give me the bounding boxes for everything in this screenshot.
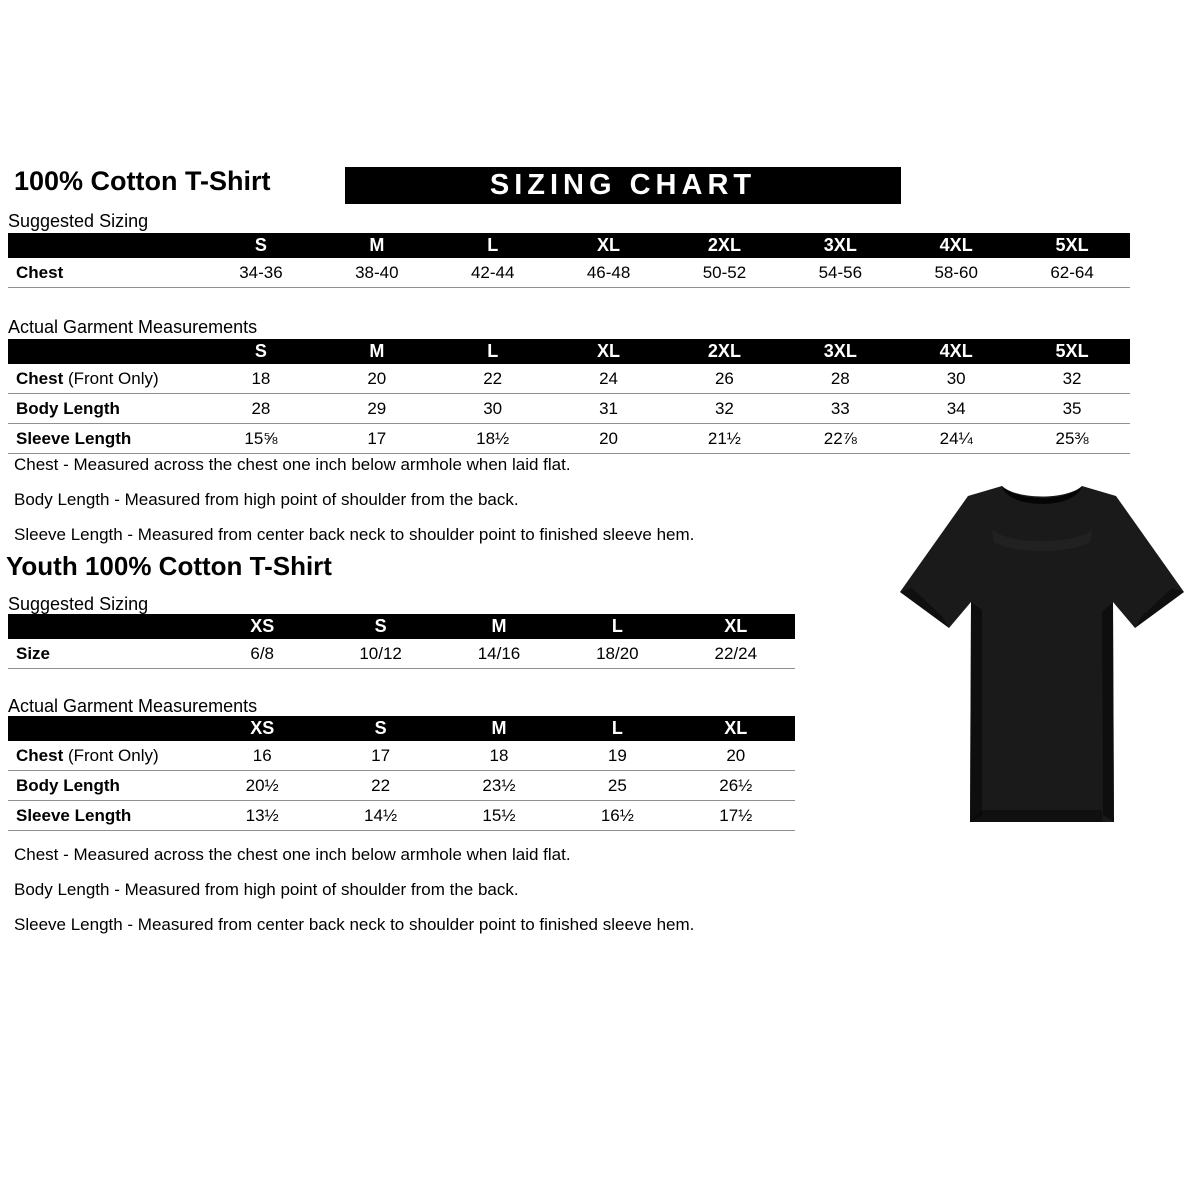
size-column-header: S [321,614,439,639]
table-header-corner [8,339,203,364]
size-value-cell: 22 [321,771,439,801]
row-label-text: Chest [16,262,64,282]
size-value-cell: 18 [440,741,558,771]
row-label [8,258,203,288]
size-column-header: XL [677,614,795,639]
row-label-suffix: (Front Only) [63,368,159,388]
size-column-header: M [319,339,435,364]
measurement-row [8,639,795,669]
measurement-row [8,424,1130,454]
size-column-header: XL [551,233,667,258]
row-label-text: Sleeve Length [16,805,132,825]
size-value-cell: 18 [203,364,319,394]
row-label [8,801,203,831]
size-column-header: XS [203,716,321,741]
table-header-row [8,716,795,741]
size-value-cell: 29 [319,394,435,424]
size-value-cell: 13½ [203,801,321,831]
size-value-cell: 22⅞ [782,424,898,454]
size-value-cell: 15½ [440,801,558,831]
size-value-cell: 16 [203,741,321,771]
table-header-corner [8,233,203,258]
row-label-text: Chest [16,368,64,388]
row-label-text: Chest [16,745,64,765]
size-column-header: L [558,716,676,741]
size-value-cell: 21½ [667,424,783,454]
size-value-cell: 35 [1014,394,1130,424]
size-value-cell: 32 [667,394,783,424]
row-label [8,364,203,394]
size-value-cell: 20½ [203,771,321,801]
note-text: Sleeve Length - Measured from center back neck to shoulder point to finished sleeve hem. [14,915,695,934]
size-value-cell: 28 [203,394,319,424]
note-text: Sleeve Length - Measured from center back neck to shoulder point to finished sleeve hem. [14,525,695,544]
size-value-cell: 25 [558,771,676,801]
size-value-cell: 54-56 [782,258,898,288]
table-header-corner [8,716,203,741]
note-text: Chest - Measured across the chest one inch below armhole when laid flat. [14,845,571,864]
size-value-cell: 42-44 [435,258,551,288]
section-label-actual: Actual Garment Measurements [8,317,258,337]
adult-suggested-table [8,233,1130,288]
size-value-cell: 20 [677,741,795,771]
size-value-cell: 24 [551,364,667,394]
size-column-header: 3XL [782,339,898,364]
size-value-cell: 17½ [677,801,795,831]
size-value-cell: 46-48 [551,258,667,288]
size-column-header: 5XL [1014,233,1130,258]
size-column-header: S [203,339,319,364]
size-value-cell: 18½ [435,424,551,454]
row-label-text: Body Length [16,398,120,418]
size-column-header: 3XL [782,233,898,258]
size-value-cell: 34-36 [203,258,319,288]
size-column-header: XS [203,614,321,639]
size-value-cell: 17 [319,424,435,454]
size-value-cell: 20 [319,364,435,394]
table-header-row [8,233,1130,258]
size-column-header: 2XL [667,339,783,364]
size-value-cell: 10/12 [321,639,439,669]
table-header-row [8,339,1130,364]
page-title: 100% Cotton T-Shirt [14,166,271,196]
size-column-header: L [435,233,551,258]
section-label-suggested: Suggested Sizing [8,211,149,231]
size-value-cell: 22/24 [677,639,795,669]
measurement-row [8,741,795,771]
size-column-header: 4XL [898,233,1014,258]
size-value-cell: 58-60 [898,258,1014,288]
size-column-header: XL [677,716,795,741]
table-header-row [8,614,795,639]
measurement-row [8,258,1130,288]
size-column-header: L [558,614,676,639]
size-column-header: M [319,233,435,258]
size-value-cell: 33 [782,394,898,424]
size-value-cell: 26½ [677,771,795,801]
size-value-cell: 32 [1014,364,1130,394]
size-value-cell: 38-40 [319,258,435,288]
size-column-header: L [435,339,551,364]
size-column-header: M [440,614,558,639]
size-column-header: 5XL [1014,339,1130,364]
row-label [8,741,203,771]
row-label-text: Sleeve Length [16,428,132,448]
section-label-actual-youth: Actual Garment Measurements [8,696,258,716]
youth-actual-table [8,716,795,831]
size-value-cell: 24¼ [898,424,1014,454]
size-column-header: XL [551,339,667,364]
size-value-cell: 50-52 [667,258,783,288]
size-value-cell: 28 [782,364,898,394]
measurement-row [8,771,795,801]
size-value-cell: 15⅝ [203,424,319,454]
size-value-cell: 14½ [321,801,439,831]
row-label [8,771,203,801]
size-value-cell: 30 [435,394,551,424]
note-text: Chest - Measured across the chest one inch below armhole when laid flat. [14,455,571,474]
size-column-header: 4XL [898,339,1014,364]
youth-notes [14,845,834,950]
adult-notes [14,455,834,560]
size-value-cell: 31 [551,394,667,424]
size-column-header: S [321,716,439,741]
row-label-text: Size [16,643,51,663]
size-value-cell: 22 [435,364,551,394]
measurement-row [8,364,1130,394]
size-column-header: M [440,716,558,741]
note-text: Body Length - Measured from high point of shoulder from the back. [14,490,519,509]
size-value-cell: 17 [321,741,439,771]
tshirt-graphic [892,470,1192,840]
note-text: Body Length - Measured from high point of shoulder from the back. [14,880,519,899]
size-column-header: 2XL [667,233,783,258]
row-label-text: Body Length [16,775,120,795]
youth-title: Youth 100% Cotton T-Shirt [6,551,332,581]
size-value-cell: 30 [898,364,1014,394]
table-header-corner [8,614,203,639]
tshirt-image [892,470,1192,840]
section-label-suggested-youth: Suggested Sizing [8,594,149,614]
row-label-suffix: (Front Only) [63,745,159,765]
size-value-cell: 6/8 [203,639,321,669]
measurement-row [8,801,795,831]
size-value-cell: 25⅜ [1014,424,1130,454]
measurement-row [8,394,1130,424]
sizing-chart-banner: SIZING CHART [345,167,901,204]
size-value-cell: 34 [898,394,1014,424]
youth-suggested-table [8,614,795,669]
adult-actual-table [8,339,1130,454]
size-value-cell: 14/16 [440,639,558,669]
size-value-cell: 26 [667,364,783,394]
size-value-cell: 19 [558,741,676,771]
size-value-cell: 20 [551,424,667,454]
size-value-cell: 16½ [558,801,676,831]
size-value-cell: 62-64 [1014,258,1130,288]
row-label [8,394,203,424]
size-value-cell: 18/20 [558,639,676,669]
size-value-cell: 23½ [440,771,558,801]
row-label [8,424,203,454]
row-label [8,639,203,669]
size-column-header: S [203,233,319,258]
